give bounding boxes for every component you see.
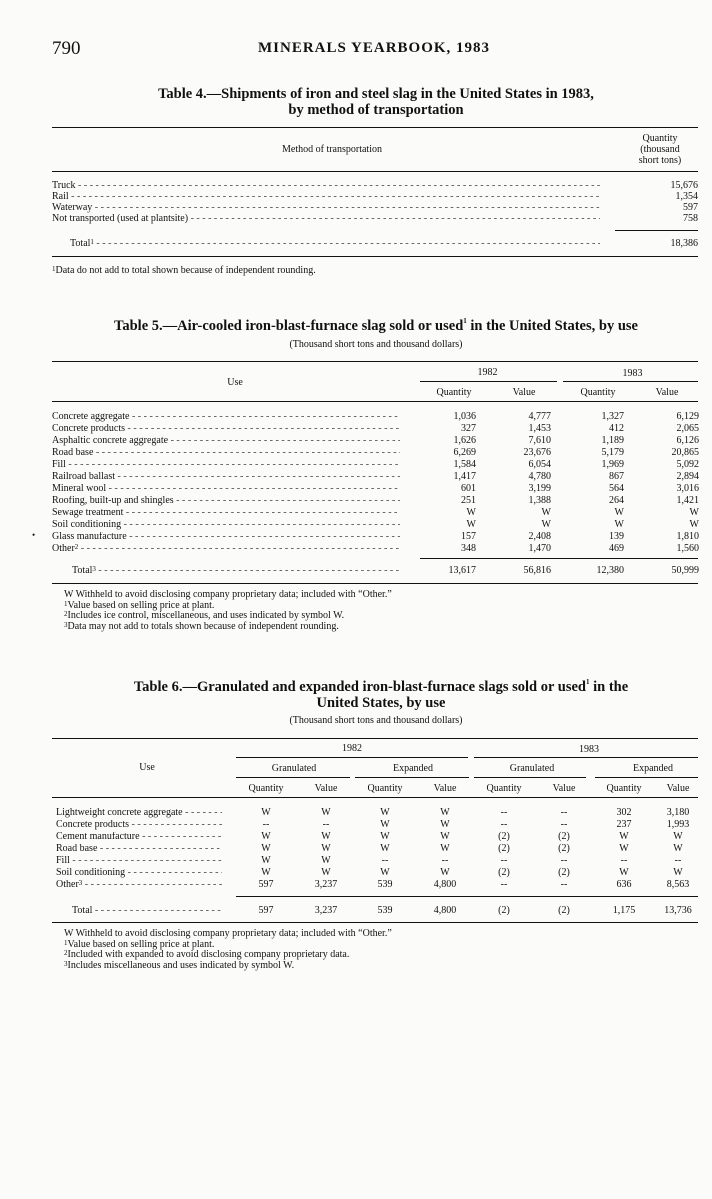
- table6-year1-rule: [236, 757, 468, 758]
- table6-col-header: Value: [552, 783, 576, 794]
- table5-cell-v82: 1,388: [528, 495, 551, 506]
- table5-cell-q82: 348: [461, 543, 476, 554]
- table4-row-label: Waterway - - -: [52, 203, 600, 213]
- table5-row: [0, 532, 712, 542]
- table4-top-rule: [52, 127, 698, 128]
- table6-sub-rule-2: [355, 777, 469, 778]
- table4-row: [0, 203, 712, 213]
- table6-cell: W: [261, 831, 271, 842]
- table4-col-qty-3: short tons): [638, 155, 682, 166]
- table5-row-label: [52, 448, 400, 458]
- table6-cell: W: [380, 843, 390, 854]
- table5-year-1982: 1982: [477, 367, 498, 378]
- table5-cell-v83: W: [689, 507, 699, 518]
- table6-cell: 636: [616, 879, 632, 890]
- table5-cell-q82: 601: [461, 483, 476, 494]
- table6-year2-rule: [474, 757, 698, 758]
- table6-cell: --: [674, 855, 682, 866]
- table4-col-qty-2: (thousand: [640, 144, 680, 155]
- table5-total-row: [0, 566, 712, 576]
- table5-cell-q83: 5,179: [601, 447, 624, 458]
- table5-cell-v83: 6,129: [676, 411, 699, 422]
- table6-row-label-text: Soil conditioning: [56, 868, 126, 878]
- table5-row-label-text: Asphaltic concrete aggregate: [52, 436, 169, 446]
- table6-cell: --: [500, 807, 508, 818]
- table4-col-qty-1: Quantity: [642, 133, 678, 144]
- table4-row-value: 1,354: [675, 191, 698, 202]
- table6-sub-rule-1: [236, 777, 350, 778]
- table6-cell: --: [500, 855, 508, 866]
- table5-row-label-text: Railroad ballast: [52, 472, 116, 482]
- table5-cell-q82: 251: [461, 495, 476, 506]
- table6-row: [0, 820, 712, 830]
- table5-cell-q83: 1,189: [601, 435, 624, 446]
- table6-cell: W: [321, 807, 331, 818]
- table4-row-label: Not transported (used at plantsite) - - -: [52, 214, 600, 224]
- table6-cell: W: [619, 867, 629, 878]
- table5-cell-q82: W: [466, 519, 476, 530]
- table5-row: [0, 472, 712, 482]
- table4-col-quantity: [612, 133, 708, 166]
- table6-cell: W: [673, 831, 683, 842]
- table5-note-mark: 2: [64, 610, 68, 618]
- table6-cell: W: [440, 843, 450, 854]
- table5-cell-v83: 1,810: [676, 531, 699, 542]
- table6-row: [0, 880, 712, 890]
- table5-cell-q83: W: [614, 519, 624, 530]
- table6-cell: (2): [498, 831, 510, 842]
- page-number: 790: [52, 38, 81, 59]
- table6-cell: --: [560, 807, 568, 818]
- table6-col-header: Quantity: [367, 783, 403, 794]
- table6-granulated-1983: Granulated: [509, 763, 555, 774]
- table6-bottom-rule: [52, 922, 698, 923]
- table6-cell: --: [262, 819, 270, 830]
- table6-cell: W: [380, 867, 390, 878]
- table6-cell: --: [560, 855, 568, 866]
- table5-notes: [64, 590, 392, 632]
- table6-title: [40, 679, 712, 711]
- table6-cell: 302: [616, 807, 632, 818]
- table5-subtitle: (Thousand short tons and thousand dollars): [289, 339, 463, 350]
- table5-cell-q82: 157: [461, 531, 476, 542]
- table6-cell: (2): [498, 867, 510, 878]
- table5-row-label-mark: 2: [74, 544, 79, 551]
- table6-col-header: Value: [666, 783, 690, 794]
- table6-note-text: Value based on selling price at plant.: [67, 938, 215, 950]
- table5-cell-v83: 1,421: [676, 495, 699, 506]
- table5-cell-v82: 4,780: [528, 471, 551, 482]
- table5-row-label: [52, 436, 400, 446]
- table6-col-header: Quantity: [606, 783, 642, 794]
- table6-year-1983: 1983: [579, 744, 599, 755]
- table6-cell: 3,180: [666, 807, 690, 818]
- table5-col-v83: Value: [655, 387, 679, 398]
- table5-cell-v83: W: [689, 519, 699, 530]
- table5-cell-q83: 412: [609, 423, 624, 434]
- table5-cell-v82: 2,408: [528, 531, 551, 542]
- table5-row-label-text: Glass manufacture: [52, 532, 127, 542]
- table6-row-label: [56, 856, 222, 866]
- table5-total-q82: 13,617: [448, 565, 476, 576]
- table6-cell: W: [440, 867, 450, 878]
- table5-total-q83: 12,380: [596, 565, 624, 576]
- table6-row-label-text: Concrete products: [56, 820, 130, 830]
- table6-row: [0, 868, 712, 878]
- table5-cell-q83: W: [614, 507, 624, 518]
- table4-row: [0, 181, 712, 191]
- table6-top-rule: [52, 738, 698, 739]
- table5-cell-v83: 3,016: [676, 483, 699, 494]
- table5-sum-rule: [420, 558, 698, 559]
- table5-row: [0, 496, 712, 506]
- table6-title-line1-text: Table 6.—Granulated and expanded iron-blast-furnace slags sold or used: [133, 679, 586, 695]
- table5-note-text: W Withheld to avoid disclosing company proprietary data; included with “Other.”: [64, 589, 392, 600]
- table6-cell: W: [673, 843, 683, 854]
- table6-note-text: Included with expanded to avoid disclosing company proprietary data.: [67, 949, 350, 960]
- table6-total-cell: 13,736: [664, 905, 692, 916]
- table6-title-mark: 1: [585, 678, 590, 686]
- table6-sum-rule: [236, 896, 698, 897]
- table5-title-text: Table 5.—Air-cooled iron-blast-furnace slag sold or used: [114, 318, 464, 334]
- table5-note-text: Includes ice control, miscellaneous, and uses indicated by symbol W.: [67, 610, 345, 621]
- table6-cell: W: [321, 843, 331, 854]
- table4-total-value: 18,386: [670, 238, 698, 249]
- table4-title: [60, 86, 692, 118]
- table6-row-label-text: Cement manufacture: [56, 832, 140, 842]
- table5-total-text: Total: [72, 566, 93, 576]
- table5-title: [30, 318, 712, 334]
- table6-title-line1: [40, 679, 712, 695]
- table4-row: [0, 192, 712, 202]
- table6-row-label: [56, 868, 222, 878]
- table6-sub-rule-4: [595, 777, 698, 778]
- table6-total-label: Total - - -: [72, 906, 222, 916]
- margin-bullet: •: [32, 530, 36, 540]
- table5-cell-q82: 1,036: [453, 411, 476, 422]
- table4-footnote: [52, 266, 316, 277]
- table5-cell-v83: 6,126: [676, 435, 699, 446]
- table5-total-label: [72, 566, 402, 576]
- table5-row-label: [52, 532, 400, 542]
- table6-header-rule: [52, 797, 698, 798]
- table6-row-label: [56, 832, 222, 842]
- table6-cell: W: [380, 819, 390, 830]
- table6-cell: 237: [616, 819, 632, 830]
- table6-cell: --: [441, 855, 449, 866]
- table6-cell: W: [440, 831, 450, 842]
- table6-cell: W: [261, 843, 271, 854]
- table6-total: [0, 906, 712, 916]
- table6-cell: --: [322, 819, 330, 830]
- table5-cell-v82: W: [541, 519, 551, 530]
- table5-cell-q83: 139: [609, 531, 624, 542]
- table5-row: [0, 508, 712, 518]
- table6-granulated-1982: Granulated: [271, 763, 317, 774]
- table5-year2-rule: [563, 381, 698, 382]
- table4-row: [0, 214, 712, 224]
- table5-row-label: [52, 508, 400, 518]
- table5-row-label-text: Sewage treatment: [52, 508, 124, 518]
- table5-row-label-text: Concrete aggregate: [52, 412, 130, 422]
- table6-note: [64, 961, 392, 972]
- table5-header-rule: [52, 401, 698, 402]
- table5-note-mark: 3: [64, 620, 68, 629]
- table4-row-label: Rail - - -: [52, 192, 600, 202]
- table6-cell: W: [261, 855, 271, 866]
- table4-title-line1: Table 4.—Shipments of iron and steel slag in the United States in 1983,: [158, 86, 594, 102]
- table5-total-mark: 3: [92, 566, 96, 573]
- table4-row-value: 15,676: [670, 180, 698, 191]
- table5-row: [0, 448, 712, 458]
- table6-col-header: Quantity: [486, 783, 522, 794]
- table6-cell: (2): [498, 843, 510, 854]
- table6-cell: W: [619, 843, 629, 854]
- table5-cell-v82: 1,453: [528, 423, 551, 434]
- table6-row-label-text: Fill: [56, 856, 70, 866]
- table6-sub-rule-3: [474, 777, 586, 778]
- table6-note-mark: 2: [64, 949, 68, 957]
- table4-footnote-text: Data do not add to total shown because of independent rounding.: [55, 265, 316, 276]
- table6-cell: (2): [558, 867, 570, 878]
- table6-cell: W: [673, 867, 683, 878]
- table4-total-text: Total: [70, 239, 91, 249]
- table5-year1-rule: [420, 381, 557, 382]
- table5-row-label-text: Mineral wool: [52, 484, 107, 494]
- table6-cell: W: [440, 819, 450, 830]
- table6-note-text: W Withheld to avoid disclosing company proprietary data; included with “Other.”: [64, 928, 392, 939]
- table5-year-1983: 1983: [622, 368, 643, 379]
- table6-total-cell: 4,800: [433, 905, 457, 916]
- table5-cell-v82: 6,054: [528, 459, 551, 470]
- table6-cell: --: [500, 879, 508, 890]
- table5-row: [0, 436, 712, 446]
- table5-note-mark: 1: [64, 599, 68, 608]
- table5-row: [0, 544, 712, 554]
- table5-col-q82: Quantity: [436, 387, 472, 398]
- table5-top-rule: [52, 361, 698, 362]
- table4-total-row: [0, 239, 712, 249]
- table5-row-label: [52, 496, 400, 506]
- table6-cell: W: [261, 807, 271, 818]
- table6-row-label-text: Lightweight concrete aggregate: [56, 808, 183, 818]
- table5-title-end: in the United States, by use: [466, 318, 638, 334]
- table4-footnote-mark: 1: [52, 265, 56, 273]
- table6-total-cell: 3,237: [314, 905, 338, 916]
- table5-row-label-text: Other: [52, 544, 75, 554]
- table6-expanded-1983: Expanded: [633, 763, 673, 774]
- table5-row-label-text: Roofing, built-up and shingles: [52, 496, 174, 506]
- table6-cell: W: [261, 867, 271, 878]
- table6-note-mark: 3: [64, 959, 68, 968]
- table5-cell-q82: 327: [461, 423, 476, 434]
- table5-cell-v83: 1,560: [676, 543, 699, 554]
- table6-title-line2: United States, by use: [316, 695, 446, 711]
- table6-cell: W: [440, 807, 450, 818]
- table6-cell: W: [321, 867, 331, 878]
- table5-cell-v83: 2,894: [676, 471, 699, 482]
- table5-title-mark: 1: [463, 317, 467, 325]
- table6-total-cell: 1,175: [612, 905, 636, 916]
- table6-row: [0, 856, 712, 866]
- table6-row-label-text: Road base: [56, 844, 98, 854]
- table5-col-v82: Value: [512, 387, 536, 398]
- table5-row-label: [52, 520, 400, 530]
- table5-row: [0, 424, 712, 434]
- table6-expanded-1982: Expanded: [393, 763, 433, 774]
- table5-cell-q82: 1,417: [453, 471, 476, 482]
- table6-cell: --: [500, 819, 508, 830]
- table6-col-header: Quantity: [248, 783, 284, 794]
- table5-cell-v83: 5,092: [676, 459, 699, 470]
- table6-cell: 4,800: [433, 879, 457, 890]
- table6-cell: W: [380, 807, 390, 818]
- table6-col-header: Value: [433, 783, 457, 794]
- table4-row-label: Truck - - -: [52, 181, 600, 191]
- table6-cell: 8,563: [666, 879, 690, 890]
- table6-cell: W: [321, 855, 331, 866]
- table4-bottom-rule: [52, 256, 698, 257]
- table5-cell-v82: 4,777: [528, 411, 551, 422]
- running-title: MINERALS YEARBOOK, 1983: [258, 40, 491, 56]
- table5-row-label: [52, 544, 400, 554]
- table6-cell: W: [321, 831, 331, 842]
- table5-note-text: Data may not add to totals shown because of independent rounding.: [67, 620, 339, 632]
- table6-cell: 597: [258, 879, 274, 890]
- table5-cell-q83: 564: [609, 483, 624, 494]
- table6-row: [0, 844, 712, 854]
- table6-row-label: [56, 880, 222, 890]
- table6-cell: --: [560, 879, 568, 890]
- table5-total-v82: 56,816: [523, 565, 551, 576]
- table4-sum-rule: [615, 230, 698, 231]
- table4-total-mark: 1: [90, 239, 94, 246]
- table5-row: [0, 460, 712, 470]
- table5-cell-q83: 1,969: [601, 459, 624, 470]
- table5-row-label: [52, 472, 400, 482]
- table6-total-cell: (2): [558, 905, 570, 916]
- table5-col-use: Use: [227, 377, 243, 388]
- table6-cell: 539: [377, 879, 393, 890]
- table5-cell-q82: 1,626: [453, 435, 476, 446]
- table5-cell-v82: 23,676: [523, 447, 551, 458]
- table6-cell: 3,237: [314, 879, 338, 890]
- table6-note-mark: 1: [64, 938, 68, 947]
- table6-row-label-mark: 3: [78, 880, 83, 887]
- table5-row-label-text: Road base: [52, 448, 94, 458]
- table6-row-label: [56, 808, 222, 818]
- table5-note-text: Value based on selling price at plant.: [67, 599, 215, 611]
- table5-row-label: [52, 484, 400, 494]
- table5-cell-q83: 469: [609, 543, 624, 554]
- table4-row-value: 758: [683, 213, 698, 224]
- table6-cell: 1,993: [666, 819, 690, 830]
- table5-cell-q83: 264: [609, 495, 624, 506]
- table6-cell: --: [620, 855, 628, 866]
- table6-cell: (2): [558, 831, 570, 842]
- table6-notes: [64, 929, 392, 971]
- table5-row-label-text: Fill: [52, 460, 66, 470]
- table5-row-label: [52, 412, 400, 422]
- table5-bottom-rule: [52, 583, 698, 584]
- table4-col-method: Method of transportation: [282, 144, 382, 155]
- table5-cell-v82: 3,199: [528, 483, 551, 494]
- table6-row-label-text: Other: [56, 880, 79, 890]
- table5-col-q83: Quantity: [580, 387, 616, 398]
- table5-total-v83: 50,999: [671, 565, 699, 576]
- table6-total-cell: 539: [377, 905, 393, 916]
- table6-row: [0, 832, 712, 842]
- table5-cell-v82: 1,470: [528, 543, 551, 554]
- table6-row: [0, 808, 712, 818]
- table5-note: [64, 622, 392, 633]
- table6-year-1982: 1982: [342, 743, 362, 754]
- table5-cell-q82: 1,584: [453, 459, 476, 470]
- table6-row-label: [56, 844, 222, 854]
- table5-cell-q82: 6,269: [453, 447, 476, 458]
- table5-cell-v83: 2,065: [676, 423, 699, 434]
- table5-row-label-text: Concrete products: [52, 424, 126, 434]
- table5-cell-v83: 20,865: [671, 447, 699, 458]
- table6-total-cell: 597: [258, 905, 274, 916]
- table5-row: [0, 520, 712, 530]
- table4-total-label: [70, 239, 600, 249]
- table6-title-line1-end: in the: [589, 679, 629, 695]
- table5-cell-v82: W: [541, 507, 551, 518]
- table5-cell-v82: 7,610: [528, 435, 551, 446]
- table5-cell-q82: W: [466, 507, 476, 518]
- table5-cell-q83: 867: [609, 471, 624, 482]
- table6-note-text: Includes miscellaneous and uses indicated by symbol W.: [67, 959, 295, 971]
- table5-row: [0, 484, 712, 494]
- table6-cell: (2): [558, 843, 570, 854]
- table6-row-label: [56, 820, 222, 830]
- table6-col-header: Value: [314, 783, 338, 794]
- table5-row-label-text: Soil conditioning: [52, 520, 122, 530]
- table6-subtitle: (Thousand short tons and thousand dollars): [289, 715, 463, 726]
- table4-row-value: 597: [683, 202, 698, 213]
- table6-cell: --: [560, 819, 568, 830]
- table6-col-use: Use: [139, 762, 155, 773]
- table4-title-line2: by method of transportation: [288, 102, 464, 118]
- table5-row-label: [52, 424, 400, 434]
- table6-cell: W: [380, 831, 390, 842]
- table5-row: [0, 412, 712, 422]
- table6-cell: --: [381, 855, 389, 866]
- table6-total-cell: (2): [498, 905, 510, 916]
- table4-header-rule: [52, 171, 698, 172]
- table5-row-label: [52, 460, 400, 470]
- table6-cell: W: [619, 831, 629, 842]
- table5-cell-q83: 1,327: [601, 411, 624, 422]
